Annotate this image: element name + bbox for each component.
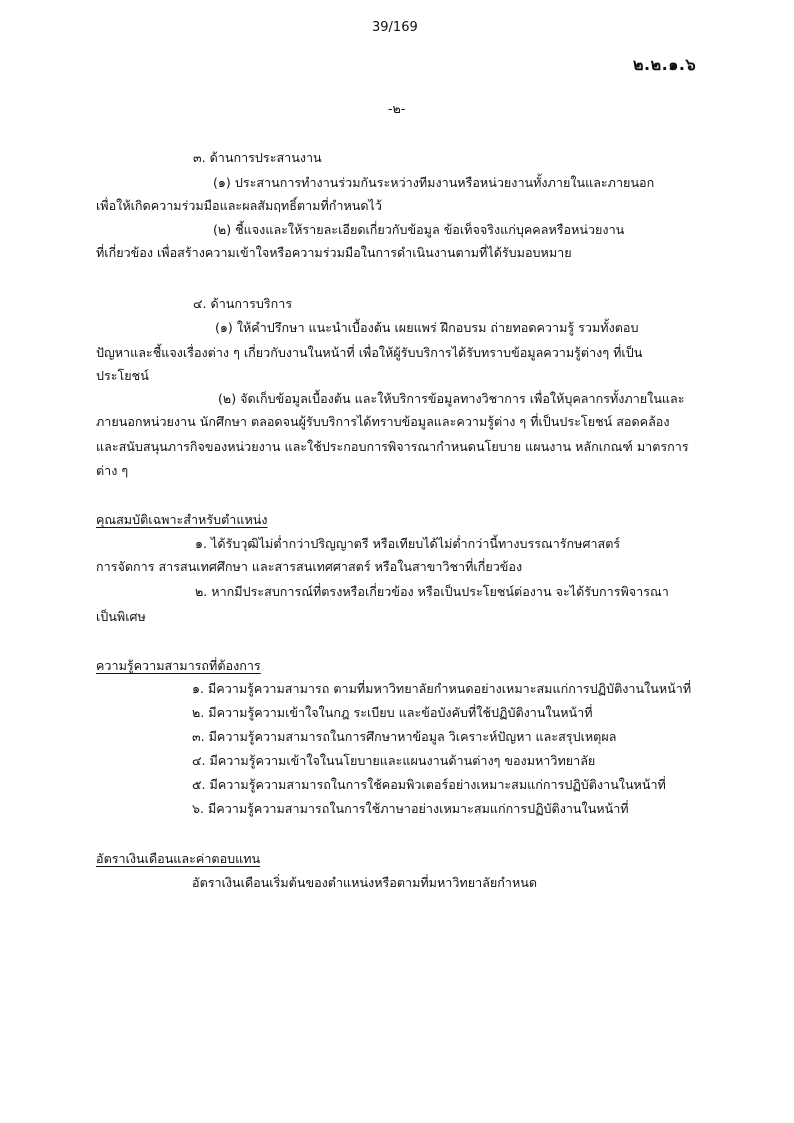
page-counter: 39/169 [372,20,418,35]
salary-text: อัตราเงินเดือนเริ่มต้นของตำแหน่งหรือตามที่มหาวิทยาลัยกำหนด [192,875,538,890]
section-service-heading: ๔. ด้านการบริการ [193,296,293,311]
document-code: ๒.๒.๑.๖ [633,55,697,74]
skill-item: ๖. มีความรู้ความสามารถในการใช้ภาษาอย่างเหมาะสมแก่การปฏิบัติงานในหน้าที่ [192,801,629,816]
required-skills-heading: ความรู้ความสามารถที่ต้องการ [96,658,261,673]
section-service-item-2-line-2: ภายนอกหน่วยงาน นักศึกษา ตลอดจนผู้รับบริการได้ทราบข้อมูลและความรู้ต่าง ๆ ที่เป็นประโยชน์ สอดคล้อง [96,414,670,429]
qualification-2-line-1: ๒. หากมีประสบการณ์ที่ตรงหรือเกี่ยวข้อง หรือเป็นประโยชน์ต่องาน จะได้รับการพิจารณา [195,584,669,599]
qualifications-heading: คุณสมบัติเฉพาะสำหรับตำแหน่ง [96,512,268,527]
skill-item: ๔. มีความรู้ความเข้าใจในนโยบายและแผนงานด้านต่างๆ ของมหาวิทยาลัย [192,753,596,768]
qualification-2-line-2: เป็นพิเศษ [96,609,146,624]
salary-heading: อัตราเงินเดือนและค่าตอบแทน [96,851,261,866]
section-service-item-1-line-3: ประโยชน์ [96,368,149,383]
section-service-item-2-line-1: (๒) จัดเก็บข้อมูลเบื้องต้น และให้บริการข้อมูลทางวิชาการ เพื่อให้บุคลากรทั้งภายในและ [218,391,685,406]
skill-item: ๕. มีความรู้ความสามารถในการใช้คอมพิวเตอร์อย่างเหมาะสมแก่การปฏิบัติงานในหน้าที่ [192,777,666,792]
section-coordination-item-1-line-1: (๑) ประสานการทำงานร่วมกันระหว่างทีมงานหรือหน่วยงานทั้งภายในและภายนอก [213,175,655,190]
section-service-item-2-line-3: และสนับสนุนภารกิจของหน่วยงาน และใช้ประกอบการพิจารณากำหนดนโยบาย แผนงาน หลักเกณฑ์ มาตรการ [96,439,689,454]
section-service-item-1-line-2: ปัญหาและชี้แจงเรื่องต่าง ๆ เกี่ยวกับงานในหน้าที่ เพื่อให้ผู้รับบริการได้รับทราบข้อมูลความรู้ต่างๆ ที่เป็น [96,345,643,360]
section-coordination-item-1-line-2: เพื่อให้เกิดความร่วมมือและผลสัมฤทธิ์ตามที่กำหนดไว้ [96,198,382,213]
section-coordination-heading: ๓. ด้านการประสานงาน [193,150,322,165]
qualification-1-line-2: การจัดการ สารสนเทศศึกษา และสารสนเทศศาสตร์ หรือในสาขาวิชาที่เกี่ยวข้อง [96,559,523,574]
qualification-1-line-1: ๑. ได้รับวุฒิไม่ต่ำกว่าปริญญาตรี หรือเทียบได้ไม่ต่ำกว่านี้ทางบรรณารักษศาสตร์ [195,536,621,551]
skill-item: ๑. มีความรู้ความสามารถ ตามที่มหาวิทยาลัยกำหนดอย่างเหมาะสมแก่การปฏิบัติงานในหน้าที่ [192,681,692,696]
skill-item: ๒. มีความรู้ความเข้าใจในกฎ ระเบียบ และข้อบังคับที่ใช้ปฏิบัติงานในหน้าที่ [192,705,593,720]
section-service-item-1-line-1: (๑) ให้คำปรึกษา แนะนำเบื้องต้น เผยแพร่ ฝึกอบรม ถ่ายทอดความรู้ รวมทั้งตอบ [215,320,639,335]
section-coordination-item-2-line-2: ที่เกี่ยวข้อง เพื่อสร้างความเข้าใจหรือความร่วมมือในการดำเนินงานตามที่ได้รับมอบหมาย [96,245,572,260]
page-marker: -๒- [388,101,406,116]
skill-item: ๓. มีความรู้ความสามารถในการศึกษาหาข้อมูล วิเคราะห์ปัญหา และสรุปเหตุผล [192,729,617,744]
section-coordination-item-2-line-1: (๒) ชี้แจงและให้รายละเอียดเกี่ยวกับข้อมูล ข้อเท็จจริงแก่บุคคลหรือหน่วยงาน [213,222,625,237]
section-service-item-2-line-4: ต่าง ๆ [96,463,129,478]
